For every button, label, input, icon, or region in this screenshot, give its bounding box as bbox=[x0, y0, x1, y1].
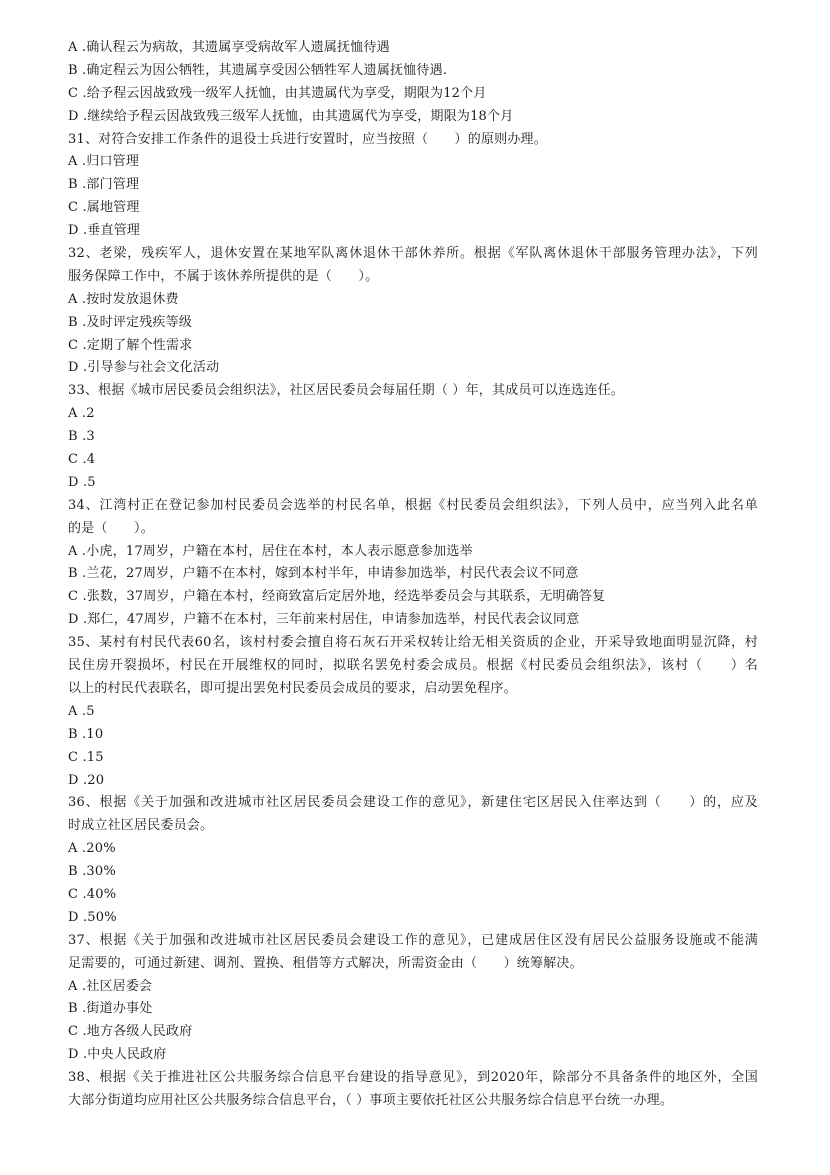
option-line: B .10 bbox=[68, 726, 104, 742]
question-33: 33、根据《城市居民委员会组织法》，社区居民委员会每届任期（ ）年，其成员可以连选连任。 bbox=[68, 383, 624, 399]
option-line: C .15 bbox=[68, 749, 104, 765]
question-36-cont: 时成立社区居民委员会。 bbox=[68, 818, 214, 834]
question-35-cont: 以上的村民代表联名，即可提出罢免村民委员会成员的要求，启动罢免程序。 bbox=[68, 680, 517, 696]
option-line: C .定期了解个性需求 bbox=[68, 337, 193, 353]
option-line: A .归口管理 bbox=[68, 154, 140, 170]
question-37: 37、根据《关于加强和改进城市社区居民委员会建设工作的意见》，已建成居住区没有居民公益服务设施或不能满 bbox=[68, 932, 758, 948]
option-line: A .按时发放退休费 bbox=[68, 291, 179, 307]
option-line: C .4 bbox=[68, 452, 96, 468]
option-line: D .引导参与社会文化活动 bbox=[68, 360, 220, 376]
option-line: D .继续给予程云因战致残三级军人抚恤，由其遗属代为享受，期限为18个月 bbox=[68, 108, 514, 124]
option-line: B .3 bbox=[68, 429, 95, 445]
option-line: B .确定程云为因公牺牲，其遗属享受因公牺牲军人遗属抚恤待遇. bbox=[68, 62, 448, 78]
question-34-cont: 的是（ ）。 bbox=[68, 520, 154, 536]
option-line: C .40% bbox=[68, 886, 117, 902]
question-38-cont: 大部分街道均应用社区公共服务综合信息平台，（ ）事项主要依托社区公共服务综合信息平台统一办理。 bbox=[68, 1092, 674, 1108]
question-36: 36、根据《关于加强和改进城市社区居民委员会建设工作的意见》，新建住宅区居民入住率达到（ ）的，应及 bbox=[68, 795, 758, 811]
option-line: C .张数，37周岁，户籍在本村，经商致富后定居外地，经选举委员会与其联系，无明确答复 bbox=[68, 589, 606, 605]
option-line: A .5 bbox=[68, 703, 95, 719]
option-line: C .属地管理 bbox=[68, 200, 140, 216]
option-line: B .兰花，27周岁，户籍不在本村，嫁到本村半年，申请参加选举，村民代表会议不同意 bbox=[68, 566, 579, 582]
option-line: D .5 bbox=[68, 474, 96, 490]
option-line: B .及时评定残疾等级 bbox=[68, 314, 193, 330]
option-line: D .郑仁，47周岁，户籍不在本村，三年前来村居住，申请参加选举，村民代表会议同意 bbox=[68, 612, 580, 628]
question-35-cont: 民住房开裂损坏，村民在开展维权的同时，拟联名罢免村委会成员。根据《村民委员会组织法》，该村（ ）名 bbox=[68, 658, 758, 674]
question-35: 35、某村有村民代表60名，该村村委会擅自将石灰石开采权转让给无相关资质的企业，开采导致地面明显沉降，村 bbox=[68, 635, 758, 651]
option-line: B .街道办事处 bbox=[68, 1001, 153, 1017]
option-line: A .社区居委会 bbox=[68, 978, 153, 994]
option-line: A .确认程云为病故，其遗属享受病故军人遗属抚恤待遇 bbox=[68, 40, 390, 55]
option-line: C .地方各级人民政府 bbox=[68, 1024, 193, 1040]
document-page bbox=[68, 37, 758, 1113]
option-line: A .20% bbox=[68, 841, 116, 857]
option-line: B .30% bbox=[68, 864, 116, 880]
option-line: B .部门管理 bbox=[68, 177, 140, 193]
question-32-cont: 服务保障工作中，不属于该休养所提供的是（ ）。 bbox=[68, 268, 379, 284]
option-line: D .中央人民政府 bbox=[68, 1047, 167, 1063]
option-line: D .50% bbox=[68, 909, 117, 925]
option-line: A .2 bbox=[68, 406, 95, 422]
question-34: 34、江湾村正在登记参加村民委员会选举的村民名单，根据《村民委员会组织法》，下列人员中，应当列入此名单 bbox=[68, 497, 758, 513]
option-line: D .垂直管理 bbox=[68, 223, 141, 239]
question-38: 38、根据《关于推进社区公共服务综合信息平台建设的指导意见》，到2020年，除部分不具备条件的地区外，全国 bbox=[68, 1070, 758, 1086]
option-line: D .20 bbox=[68, 772, 105, 788]
question-37-cont: 足需要的，可通过新建、调剂、置换、租借等方式解决，所需资金由（ ）统筹解决。 bbox=[68, 955, 583, 971]
question-31: 31、对符合安排工作条件的退役士兵进行安置时，应当按照（ ）的原则办理。 bbox=[68, 131, 547, 147]
question-32: 32、老梁，残疾军人，退休安置在某地军队离休退休干部休养所。根据《军队离休退休干部服务管理办法》，下列 bbox=[68, 246, 758, 262]
option-line: A .小虎，17周岁，户籍在本村，居住在本村，本人表示愿意参加选举 bbox=[68, 543, 473, 559]
option-line: C .给予程云因战致残一级军人抚恤，由其遗属代为享受，期限为12个月 bbox=[68, 85, 487, 101]
